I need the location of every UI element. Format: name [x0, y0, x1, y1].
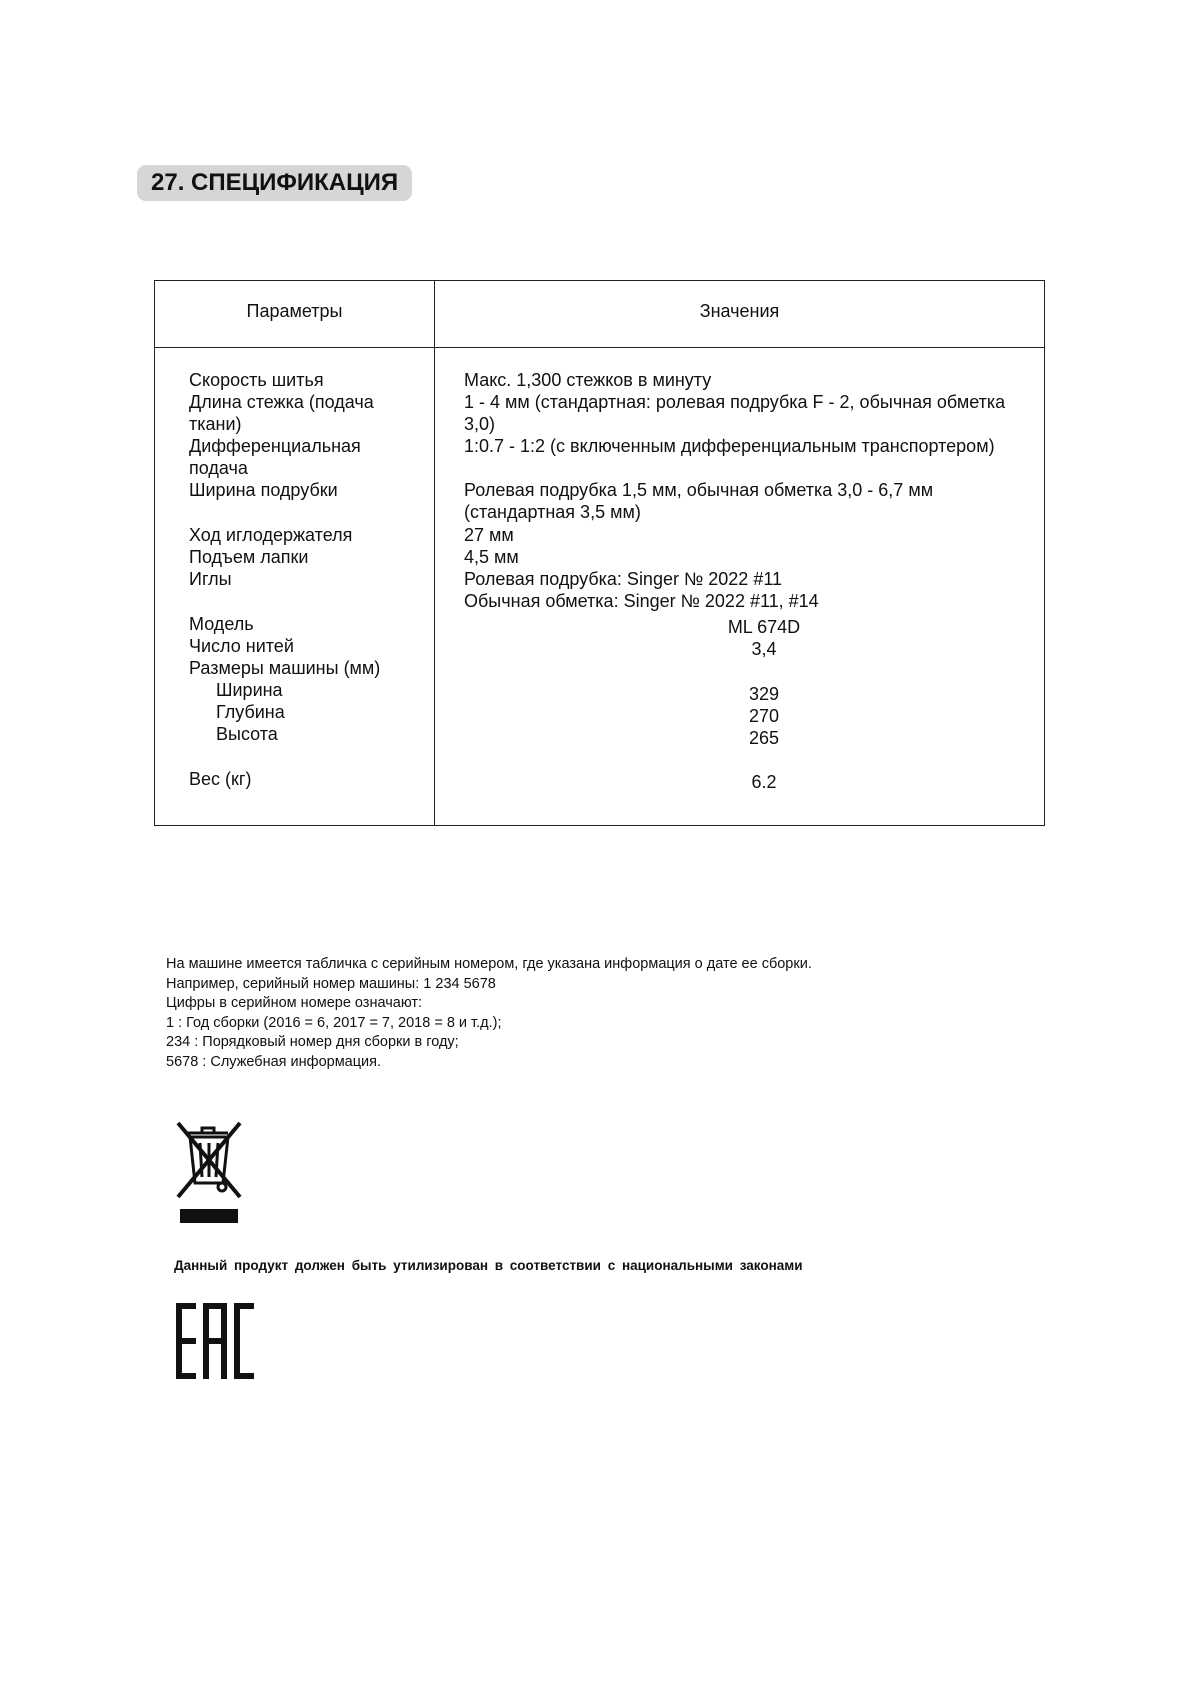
crossed-out-bin-icon	[174, 1117, 244, 1225]
value-differential: 1:0.7 - 1:2 (с включенным дифференциальным транспортером)	[464, 436, 995, 456]
param-dimensions: Размеры машины (мм)	[189, 658, 381, 678]
value-stitch-length: 1 - 4 мм (стандартная: ролевая подрубка F - 2, обычная обметка	[464, 392, 1006, 412]
serial-info-line: 234 : Порядковый номер дня сборки в году;	[166, 1034, 459, 1051]
value-presser-lift: 4,5 мм	[464, 547, 519, 567]
value-hem-width-cont: (стандартная 3,5 мм)	[464, 502, 641, 522]
column-divider	[434, 281, 435, 825]
param-model: Модель	[189, 614, 254, 634]
value-depth: 270	[748, 706, 780, 726]
param-width: Ширина	[216, 680, 283, 700]
value-model: ML 674D	[727, 617, 801, 637]
value-stitch-length-cont: 3,0)	[464, 414, 496, 434]
value-height: 265	[748, 728, 780, 748]
header-divider	[155, 347, 1044, 348]
value-width: 329	[748, 684, 780, 704]
param-sewing-speed: Скорость шитья	[189, 370, 324, 390]
param-depth: Глубина	[216, 702, 285, 722]
param-hem-width: Ширина подрубки	[189, 480, 338, 500]
value-hem-width: Ролевая подрубка 1,5 мм, обычная обметка 3,0 - 6,7 мм	[464, 480, 934, 500]
serial-info-line: 5678 : Служебная информация.	[166, 1053, 382, 1070]
param-needle-bar-stroke: Ход иглодержателя	[189, 525, 353, 545]
param-height: Высота	[216, 724, 278, 744]
specification-table	[154, 280, 1045, 826]
header-params: Параметры	[246, 301, 343, 321]
param-thread-count: Число нитей	[189, 636, 294, 656]
param-differential-cont: подача	[189, 458, 248, 478]
value-needles-overlock: Обычная обметка: Singer № 2022 #11, #14	[464, 591, 819, 611]
serial-info-line: На машине имеется табличка с серийным номером, где указана информация о дате ее сборки.	[166, 956, 812, 972]
param-weight: Вес (кг)	[189, 769, 252, 789]
param-stitch-length-cont: ткани)	[189, 414, 242, 434]
param-stitch-length: Длина стежка (подача	[189, 392, 374, 412]
header-values: Значения	[699, 301, 780, 321]
eac-mark-icon	[176, 1303, 254, 1379]
param-presser-lift: Подъем лапки	[189, 547, 309, 567]
value-thread-count: 3,4	[751, 639, 777, 659]
value-needle-bar-stroke: 27 мм	[464, 525, 514, 545]
page-title: 27. СПЕЦИФИКАЦИЯ	[137, 165, 412, 201]
value-sewing-speed: Макс. 1,300 стежков в минуту	[464, 370, 712, 390]
param-needles: Иглы	[189, 569, 232, 589]
value-weight: 6.2	[751, 772, 777, 792]
serial-info-line: 1 : Год сборки (2016 = 6, 2017 = 7, 2018 = 8 и т.д.);	[166, 1014, 502, 1031]
serial-info-line: Цифры в серийном номере означают:	[166, 995, 423, 1012]
value-needles-roll: Ролевая подрубка: Singer № 2022 #11	[464, 569, 783, 589]
serial-info-line: Например, серийный номер машины: 1 234 5678	[166, 975, 496, 992]
param-differential: Дифференциальная	[189, 436, 361, 456]
disposal-notice: Данный продукт должен быть утилизирован в соответствии с национальными законами	[174, 1258, 803, 1273]
serial-number-info	[166, 955, 812, 1073]
